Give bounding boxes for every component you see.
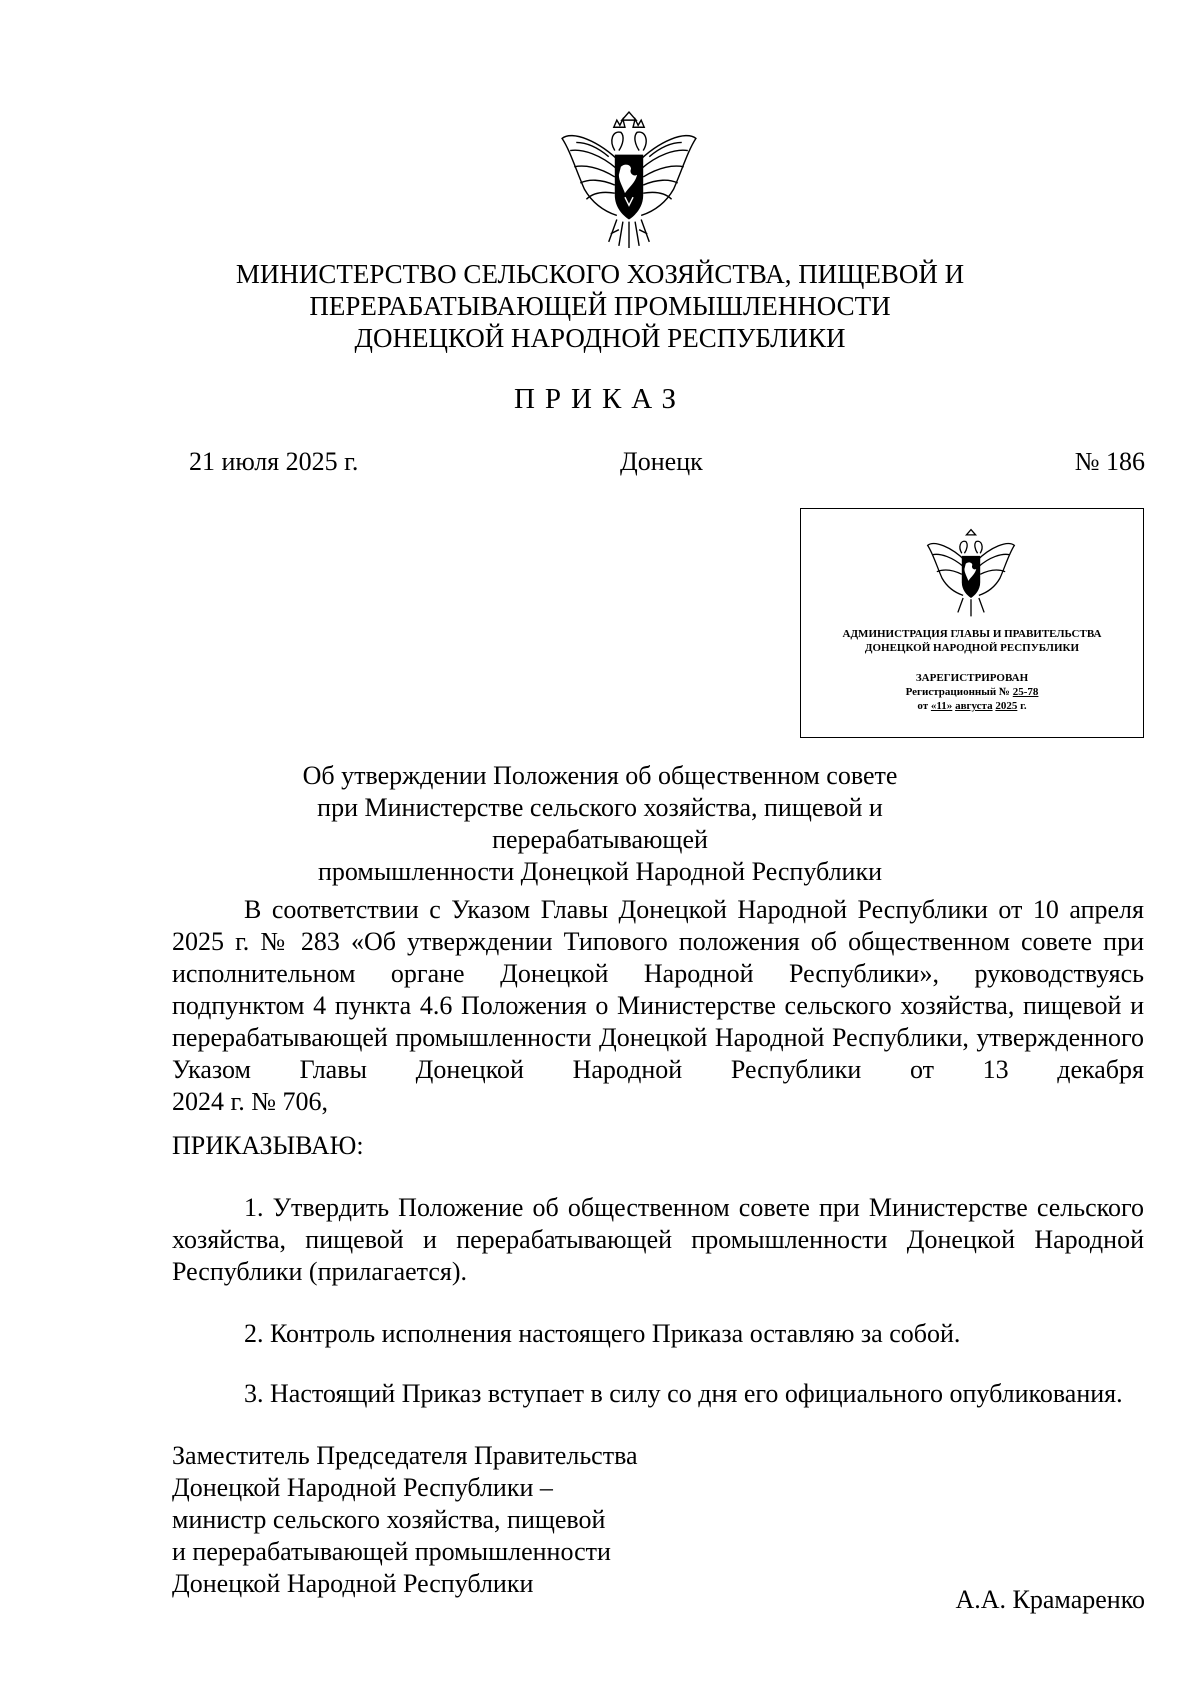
subject-line: при Министерстве сельского хозяйства, пищевой и перерабатывающей [317,793,883,854]
signature-line: министр сельского хозяйства, пищевой [172,1505,606,1534]
registration-stamp [800,508,1144,738]
subject-line: Об утверждении Положения об общественном совете [302,761,898,790]
registration-org [801,627,1143,655]
order-item-2: 2. Контроль исполнения настоящего Приказа оставляю за собой. [244,1319,961,1348]
registration-label: Регистрационный № [905,686,1013,698]
registration-day: «11» [930,700,953,712]
ministry-line: ДОНЕЦКОЙ НАРОДНОЙ РЕСПУБЛИКИ [354,323,846,353]
signature-line: Заместитель Председателя Правительства [172,1441,638,1470]
registration-year-suffix: г. [1017,700,1027,712]
preamble-line: 2024 г. № 706, [172,1087,329,1116]
registration-number: 25-78 [1012,686,1039,698]
item-line: Республики (прилагается). [172,1257,468,1286]
order-date: 21 июля 2025 г. [189,447,359,476]
ministry-line: ПЕРЕРАБАТЫВАЮЩЕЙ ПРОМЫШЛЕННОСТИ [309,291,891,321]
order-number: № 186 [1074,447,1145,476]
registration-org-line: АДМИНИСТРАЦИЯ ГЛАВЫ И ПРАВИТЕЛЬСТВА [842,628,1102,640]
registration-date-line [801,699,1143,713]
registration-month: августа [955,700,993,712]
item-line: 1. Утвердить Положение об общественном совете при Министерстве сельского [244,1193,1144,1222]
registration-org-line: ДОНЕЦКОЙ НАРОДНОЙ РЕСПУБЛИКИ [864,642,1080,654]
order-subject [220,760,980,888]
preamble-line: Указом Главы Донецкой Народной Республики от 13 декабря [172,1055,1144,1084]
signature-line: Донецкой Народной Республики – [172,1473,553,1502]
preamble-line: исполнительном органе Донецкой Народной Республики», руководствуясь [172,959,1144,988]
preamble-line: 2025 г. № 283 «Об утверждении Типового положения об общественном совете при [172,927,1144,956]
ministry-line: МИНИСТЕРСТВО СЕЛЬСКОГО ХОЗЯЙСТВА, ПИЩЕВОЙ И [235,259,965,289]
registration-status: ЗАРЕГИСТРИРОВАН [915,672,1029,684]
subject-line: промышленности Донецкой Народной Республики [317,857,883,886]
document-title: ПРИКАЗ [513,383,687,415]
registration-status-block [801,671,1143,713]
signer-name: А.А. Крамаренко [955,1585,1145,1614]
registration-number-line [801,685,1143,699]
preamble-line: перерабатывающей промышленности Донецкой Народной Республики, утвержденного [172,1023,1144,1052]
signature-line: Донецкой Народной Республики [172,1569,534,1598]
order-item-1 [172,1192,1144,1288]
signature-line: и перерабатывающей промышленности [172,1537,611,1566]
coat-of-arms-icon [923,527,1019,619]
preamble-paragraph [172,894,1144,1118]
order-city: Донецк [620,447,703,476]
registration-year: 2025 [995,700,1018,712]
item-line: хозяйства, пищевой и перерабатывающей промышленности Донецкой Народной [172,1225,1144,1254]
ministry-name [200,258,1000,354]
signature-block [172,1440,638,1600]
registration-from: от [917,700,931,712]
preamble-line: В соответствии с Указом Главы Донецкой Народной Республики от 10 апреля [244,895,1144,924]
coat-of-arms-icon [558,110,700,252]
order-word: ПРИКАЗЫВАЮ: [172,1131,364,1160]
preamble-line: подпунктом 4 пункта 4.6 Положения о Министерстве сельского хозяйства, пищевой и [172,991,1144,1020]
order-item-3: 3. Настоящий Приказ вступает в силу со дня его официального опубликования. [244,1379,1123,1408]
